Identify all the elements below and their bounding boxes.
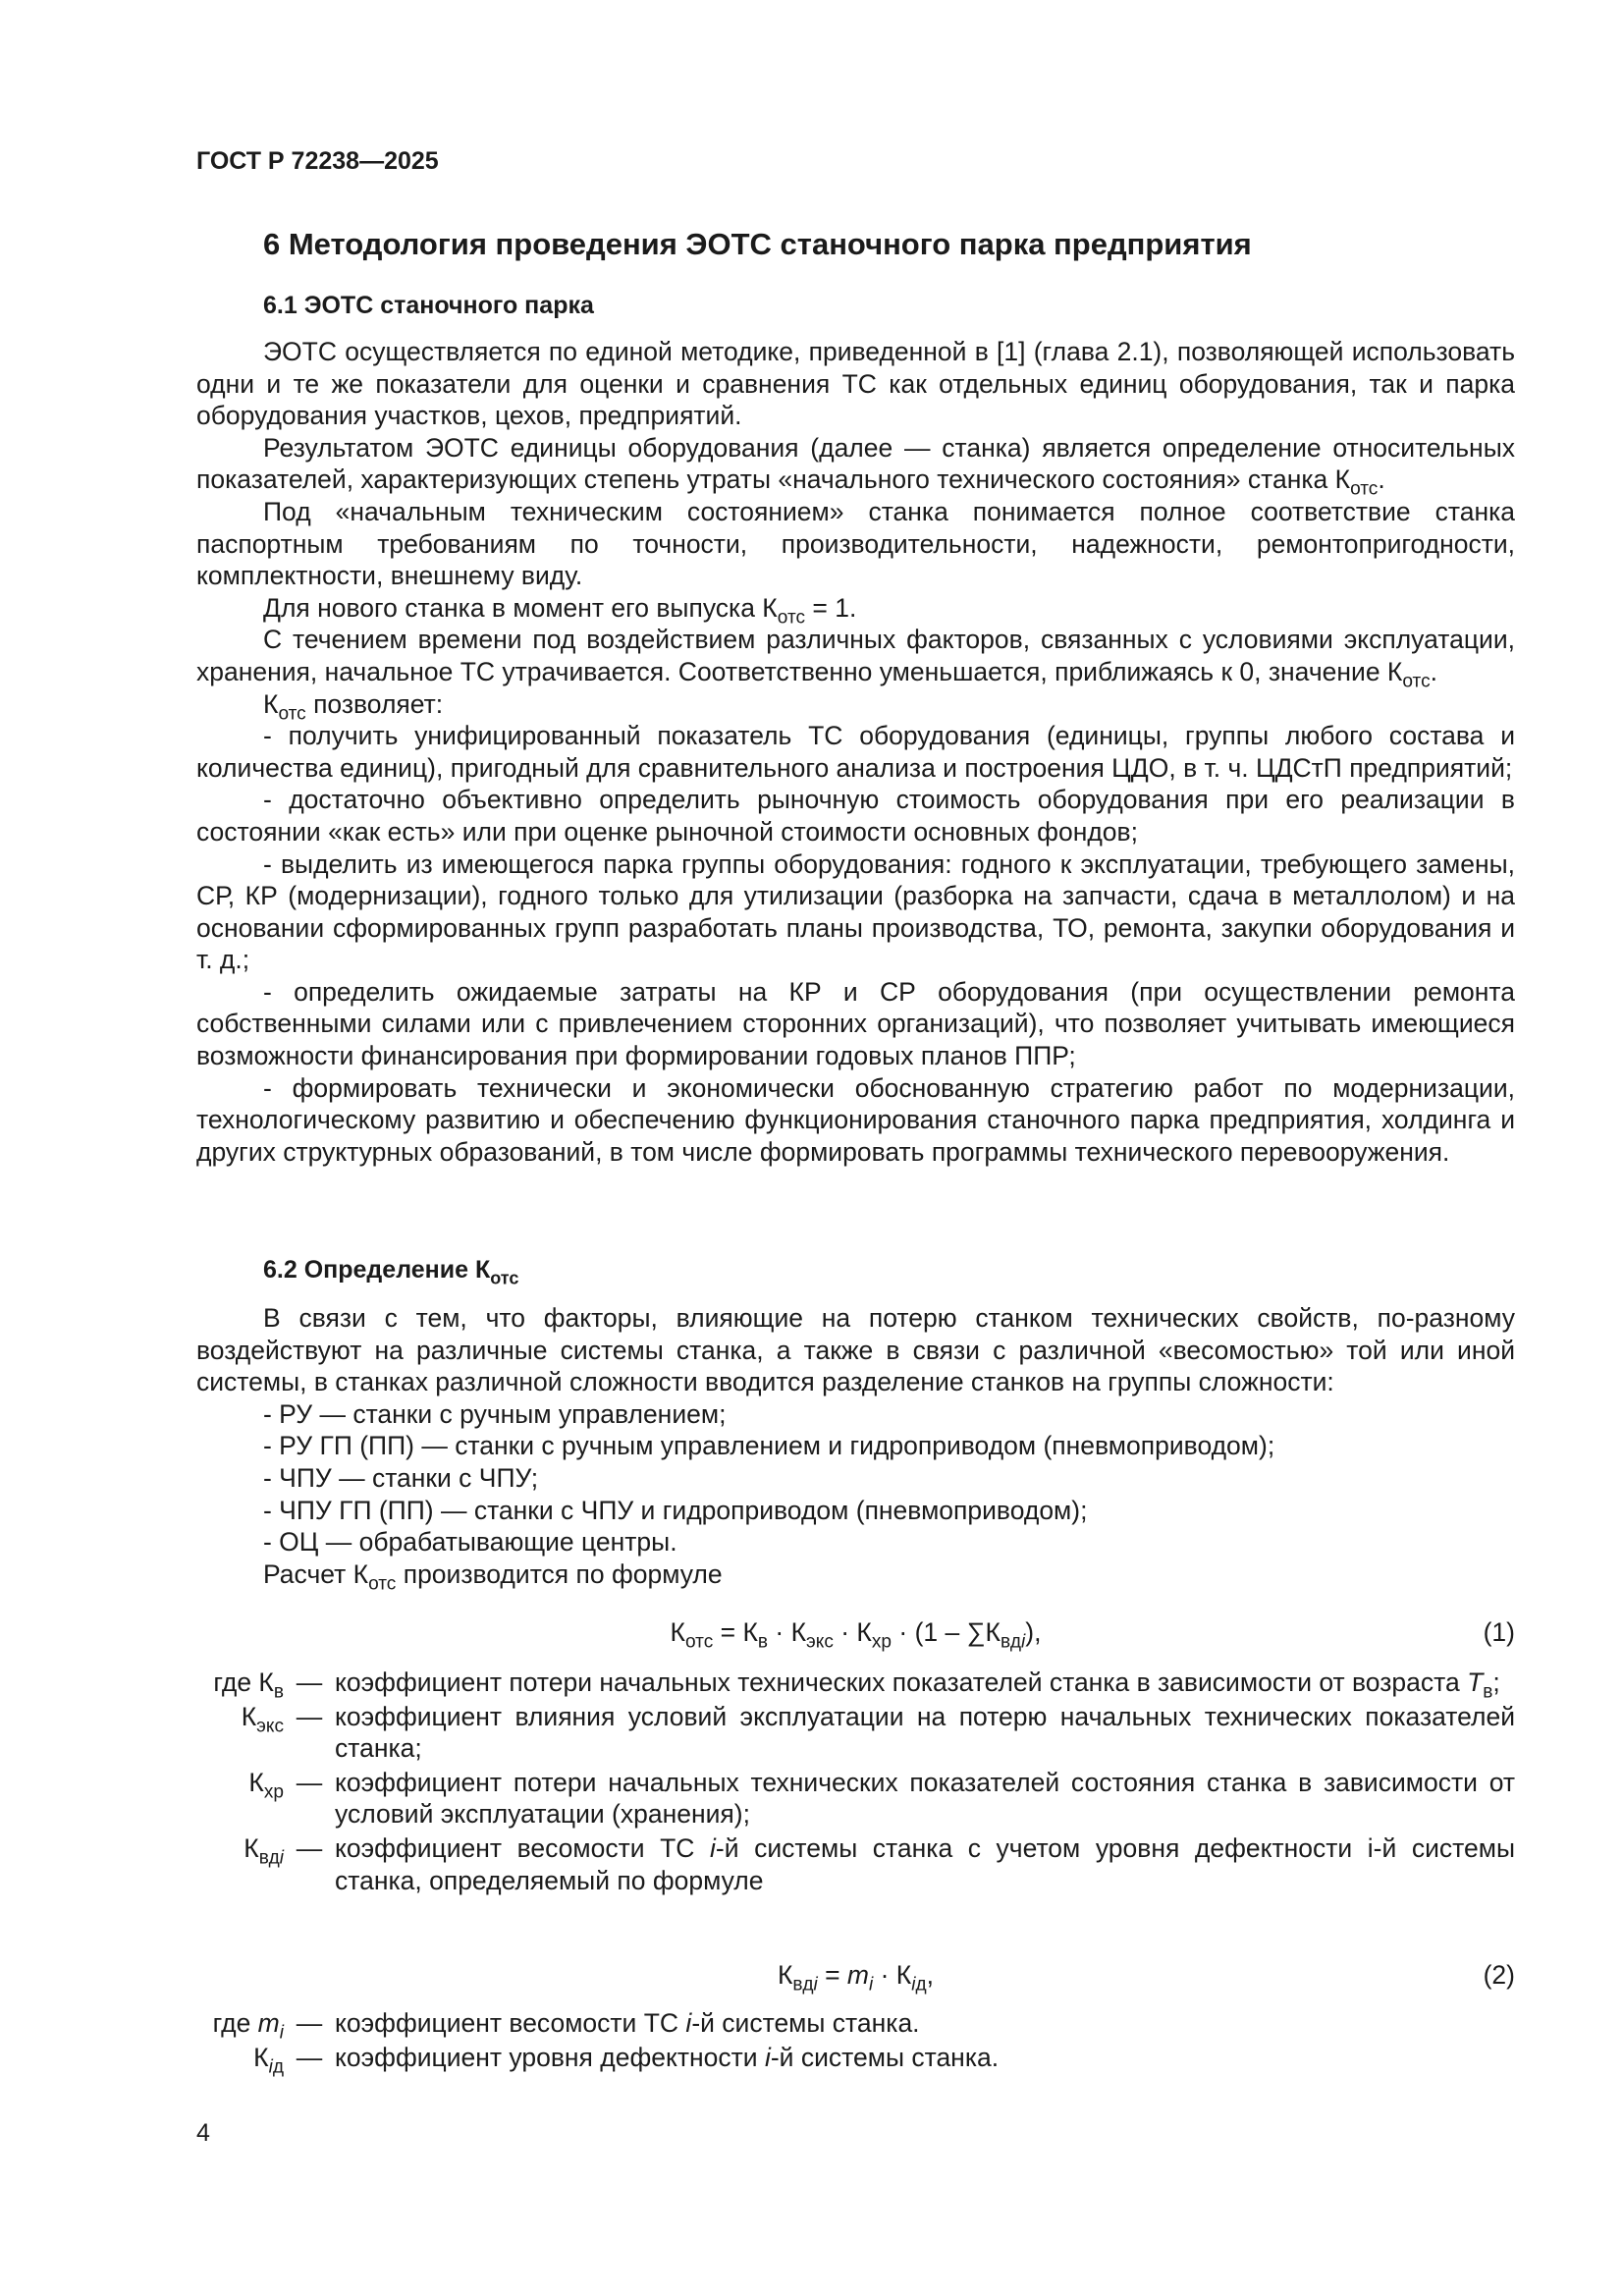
- formula-expression: $К_{вдi} = m_i \cdot К_{iд}$,: [777, 1960, 935, 1995]
- list-item: - получить унифицированный показатель ТС оборудования (единицы, группы любого состава и количества единиц), пригодный для сравнительного анализа и построения ЦДО, в т. ч. ЦДСтП предприятий;: [196, 721, 1515, 783]
- paragraph: В связи с тем, что факторы, влияющие на потерю станком технических свойств, по-разному воздействуют на различные системы станка, а также в связи с различной «весомостью» той или иной системы, в станках различной сложности вводится разделение станков на группы сложности:: [196, 1303, 1515, 1397]
- section-6-2-body: [196, 1302, 1515, 1595]
- paragraph: Под «начальным техническим состоянием» станка понимается полное соответствие станка паспортным требованиям по точности, производительности, надежности, ремонтопригодности, комплектности, внешнему виду.: [196, 496, 1515, 591]
- list-item: - определить ожидаемые затраты на КР и СР оборудования (при осуществлении ремонта собственными силами или с привлечением сторонних организаций), что позволяет учитывать имеющиеся возможности финансирования при формировании годовых планов ППР;: [196, 976, 1515, 1071]
- formula-expression: $К_{отс} = К_в \cdot К_{экс} \cdot К_{хр} \cdot (1 - \sum К_{вдi})$,: [670, 1617, 1042, 1653]
- document-header: ГОСТ Р 72238—2025: [196, 147, 439, 175]
- list-item: - формировать технически и экономически обоснованную стратегию работ по модернизации, технологическому развитию и обеспечению функционирования станочного парка предприятия, холдинга и других структурных образований, в том числе формировать программы технического перевооружения.: [196, 1072, 1515, 1167]
- definition-item: $К_{экс}$ — коэффициент влияния условий эксплуатации на потерю начальных технических показателей станка;: [241, 1701, 1515, 1764]
- definition-item: $К_{iд}$ — коэффициент уровня дефектности i-й системы станка.: [253, 2042, 1000, 2078]
- list-item: - ЧПУ — станки с ЧПУ;: [263, 1462, 539, 1493]
- definition-item: $К_{хр}$ — коэффициент потери начальных технических показателей состояния станка в зависимости от условий эксплуатации (хранения);: [248, 1767, 1515, 1830]
- formula-number: (1): [1483, 1617, 1515, 1647]
- formula-2: [196, 1960, 1515, 1994]
- list-item: - выделить из имеющегося парка группы оборудования: годного к эксплуатации, требующего замены, СР, КР (модернизации), годного только для утилизации (разборка на запчасти, сдача в металлолом) и на основании сформированных групп разработать планы производства, ТО, ремонта, закупки оборудования и т. д.;: [196, 848, 1515, 975]
- paragraph: ЭОТС осуществляется по единой методике, приведенной в [1] (глава 2.1), позволяющей использовать одни и те же показатели для оценки и сравнения ТС как отдельных единиц оборудования, так и парка оборудования участков, цехов, предприятий.: [196, 337, 1515, 431]
- section-heading: 6 Методология проведения ЭОТС станочного парка предприятия: [263, 227, 1252, 261]
- list-item: - РУ — станки с ручным управлением;: [263, 1398, 727, 1429]
- list-item: - ЧПУ ГП (ПП) — станки с ЧПУ и гидроприводом (пневмоприводом);: [263, 1495, 1088, 1525]
- page-number: 4: [196, 2119, 210, 2147]
- definition-item: где $К_в$ — коэффициент потери начальных технических показателей станка в зависимости от возраста $Т_в$;: [213, 1667, 1500, 1703]
- paragraph: Для нового станка в момент его выпуска $К_{отс} = 1$.: [263, 592, 857, 629]
- formula-2-definitions: [196, 2007, 1515, 2078]
- subsection-heading-6-1: 6.1 ЭОТС станочного парка: [263, 292, 594, 319]
- paragraph: Результатом ЭОТС единицы оборудования (далее — станка) является определение относительных показателей, характеризующих степень утраты «начального технического состояния» станка $К_{отс}$.: [196, 432, 1515, 501]
- subsection-heading-6-2: 6.2 Определение $К_{отс}$: [263, 1256, 519, 1288]
- list-item: - РУ ГП (ПП) — станки с ручным управлением и гидроприводом (пневмоприводом);: [263, 1431, 1275, 1461]
- list-item: - достаточно объективно определить рыночную стоимость оборудования при его реализации в состоянии «как есть» или при оценке рыночной стоимости основных фондов;: [196, 785, 1515, 847]
- list-item: - ОЦ — обрабатывающие центры.: [263, 1527, 677, 1558]
- formula-number: (2): [1483, 1960, 1515, 1990]
- definition-item: $К_{вдi}$ — коэффициент весомости ТС i-й системы станка с учетом уровня дефектности i-й системы станка, определяемый по формуле: [243, 1832, 1515, 1895]
- formula-1-definitions: [196, 1667, 1515, 1898]
- formula-1: [196, 1617, 1515, 1651]
- paragraph: С течением времени под воздействием различных факторов, связанных с условиями эксплуатации, хранения, начальное ТС утрачивается. Соответственно уменьшается, приближаясь к 0, значение $К_{отс}$.: [196, 625, 1515, 692]
- definition-item: где $m_i$ — коэффициент весомости ТС i-й системы станка.: [212, 2008, 920, 2044]
- paragraph: Расчет $К_{отс}$ производится по формуле: [263, 1558, 723, 1595]
- section-6-1-body: [196, 336, 1515, 1168]
- paragraph: $К_{отс}$ позволяет:: [263, 688, 444, 725]
